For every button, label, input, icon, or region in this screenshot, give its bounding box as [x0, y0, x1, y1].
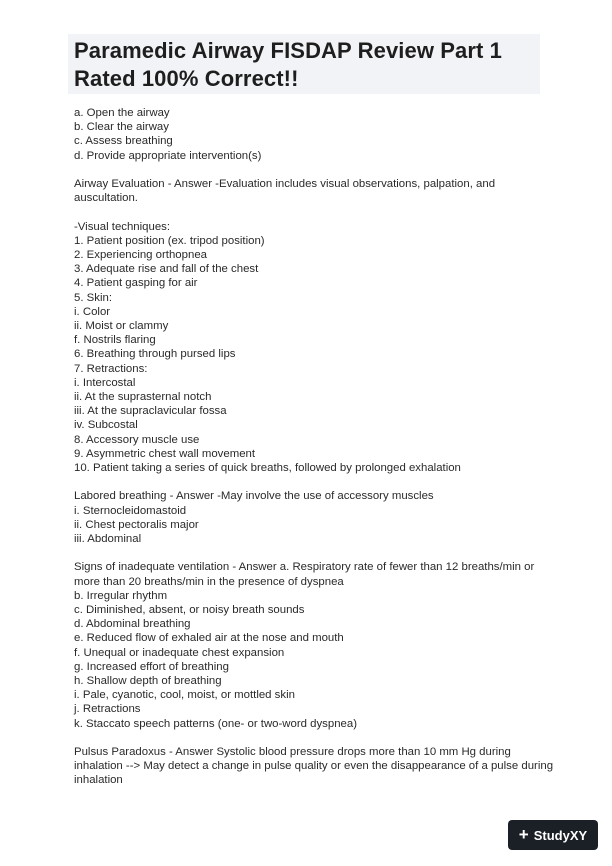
- watermark-label: StudyXY: [533, 827, 588, 843]
- page-title: Paramedic Airway FISDAP Review Part 1 Rated 100% Correct!!: [74, 38, 503, 91]
- paragraph-line: 4. Patient gasping for air: [74, 277, 198, 290]
- paragraph-line: Signs of inadequate ventilation - Answer a. Respiratory rate of fewer than 12 breaths/min or more than 20 breaths/min in the presence of dyspnea: [74, 561, 535, 588]
- paragraph-airway-evaluation: [74, 177, 554, 205]
- paragraph-line: ii. Moist or clammy: [74, 320, 169, 333]
- paragraph-line: Pulsus Paradoxus - Answer Systolic blood pressure drops more than 10 mm Hg during inhalation --> May detect a change in pulse quality or even the disappearance of a pulse during inhalation: [74, 746, 554, 787]
- paragraph-line: c. Diminished, absent, or noisy breath sounds: [74, 604, 305, 617]
- paragraph-line: b. Clear the airway: [74, 121, 169, 134]
- paragraph-line: iv. Subcostal: [74, 419, 138, 432]
- paragraph-line: h. Shallow depth of breathing: [74, 675, 222, 688]
- paragraph-line: 8. Accessory muscle use: [74, 433, 200, 446]
- paragraph-line: k. Staccato speech patterns (one- or two-word dyspnea): [74, 717, 358, 730]
- paragraph-pulsus-paradoxus: [74, 745, 554, 788]
- paragraph-line: 3. Adequate rise and fall of the chest: [74, 263, 259, 276]
- paragraph-line: i. Color: [74, 305, 111, 318]
- paragraph-line: i. Pale, cyanotic, cool, moist, or mottled skin: [74, 689, 295, 702]
- paragraph-visual-techniques: [74, 220, 554, 476]
- paragraph-line: d. Provide appropriate intervention(s): [74, 149, 262, 162]
- paragraph-line: a. Open the airway: [74, 107, 170, 119]
- paragraph-line: 7. Retractions:: [74, 362, 148, 375]
- paragraph-line: iii. At the supraclavicular fossa: [74, 405, 227, 418]
- paragraph-line: Labored breathing - Answer -May involve the use of accessory muscles: [74, 490, 434, 503]
- paragraph-line: e. Reduced flow of exhaled air at the nose and mouth: [74, 632, 344, 645]
- paragraph-line: j. Retractions: [74, 703, 141, 716]
- paragraph-line: i. Sternocleidomastoid: [74, 504, 187, 517]
- paragraph-line: Airway Evaluation - Answer -Evaluation includes visual observations, palpation, and auscultation.: [74, 178, 496, 205]
- paragraph-line: -Visual techniques:: [74, 220, 171, 233]
- paragraph-line: 6. Breathing through pursed lips: [74, 348, 236, 361]
- paragraph-line: ii. Chest pectoralis major: [74, 518, 199, 531]
- paragraph-line: f. Unequal or inadequate chest expansion: [74, 646, 285, 659]
- paragraph-line: b. Irregular rhythm: [74, 589, 168, 602]
- paragraph-steps: [74, 106, 554, 163]
- paragraph-line: 10. Patient taking a series of quick breaths, followed by prolonged exhalation: [74, 462, 461, 475]
- paragraph-labored-breathing: [74, 489, 554, 546]
- paragraph-line: f. Nostrils flaring: [74, 334, 156, 347]
- plus-icon: +: [518, 824, 529, 844]
- paragraph-line: c. Assess breathing: [74, 135, 173, 148]
- paragraph-line: g. Increased effort of breathing: [74, 660, 229, 673]
- paragraph-inadequate-ventilation: [74, 560, 554, 730]
- paragraph-line: 1. Patient position (ex. tripod position): [74, 234, 265, 247]
- document-body: [74, 106, 554, 802]
- paragraph-line: 9. Asymmetric chest wall movement: [74, 447, 256, 460]
- paragraph-line: iii. Abdominal: [74, 533, 142, 546]
- paragraph-line: 2. Experiencing orthopnea: [74, 249, 207, 261]
- paragraph-line: ii. At the suprasternal notch: [74, 391, 212, 404]
- paragraph-line: 5. Skin:: [74, 291, 112, 304]
- paragraph-line: i. Intercostal: [74, 376, 136, 389]
- paragraph-line: d. Abdominal breathing: [74, 618, 191, 631]
- studyxy-watermark[interactable]: [508, 820, 598, 850]
